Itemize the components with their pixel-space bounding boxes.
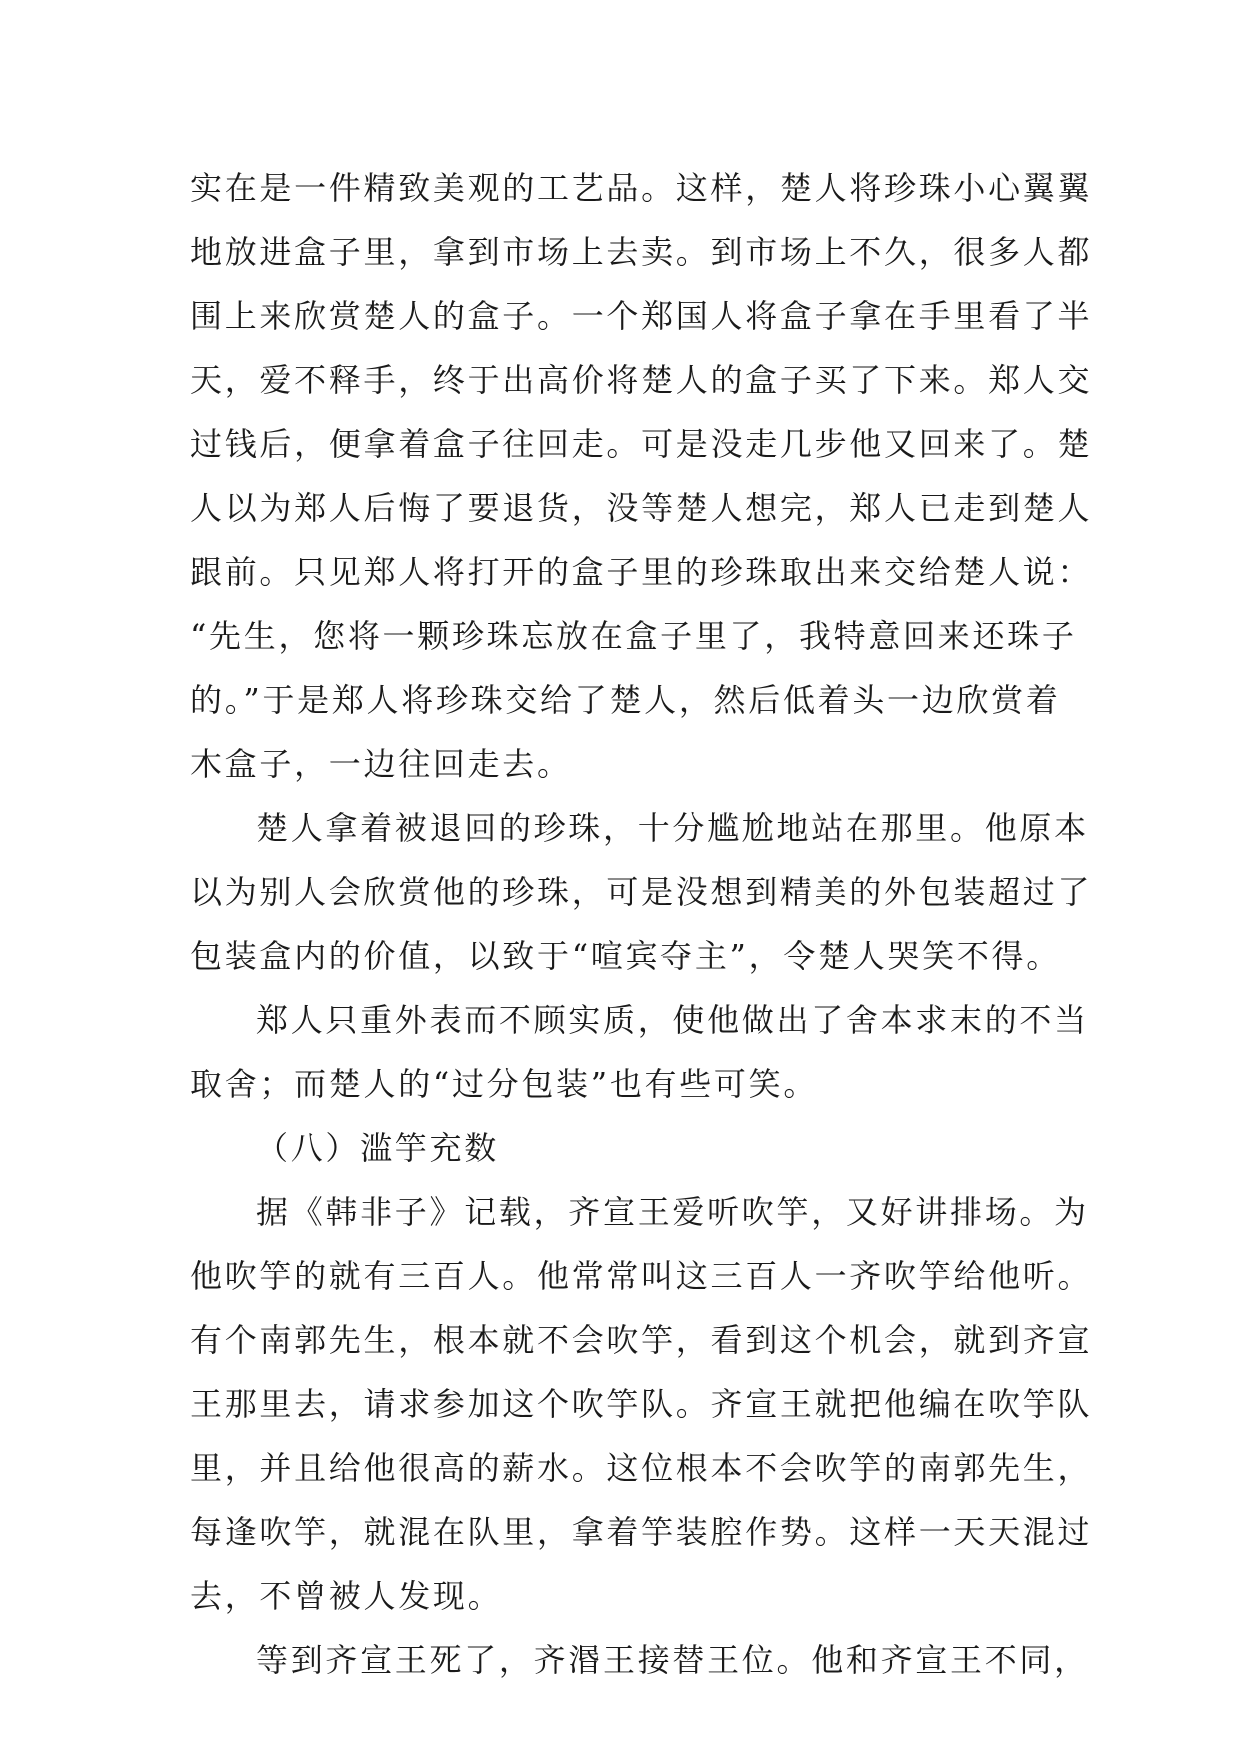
text-line: “先生，您将一颗珍珠忘放在盒子里了，我特意回来还珠子: [190, 617, 1077, 655]
paragraph-start-line: 楚人拿着被退回的珍珠，十分尴尬地站在那里。他原本: [256, 809, 1089, 847]
text-line: 围上来欣赏楚人的盒子。一个郑国人将盒子拿在手里看了半: [190, 297, 1093, 335]
text-line: 过钱后，便拿着盒子往回走。可是没走几步他又回来了。楚: [190, 425, 1093, 463]
text-line: 包装盒内的价值，以致于“喧宾夺主”，令楚人哭笑不得。: [190, 937, 1061, 975]
text-line: 木盒子，一边往回走去。: [190, 745, 572, 783]
text-line: 实在是一件精致美观的工艺品。这样，楚人将珍珠小心翼翼: [190, 169, 1093, 207]
text-line: 有个南郭先生，根本就不会吹竽，看到这个机会，就到齐宣: [190, 1321, 1093, 1359]
text-line: 里，并且给他很高的薪水。这位根本不会吹竽的南郭先生，: [190, 1449, 1093, 1487]
text-line: 人以为郑人后悔了要退货，没等楚人想完，郑人已走到楚人: [190, 489, 1093, 527]
body-text: [190, 156, 1093, 1692]
paragraph-start-line: 等到齐宣王死了，齐湣王接替王位。他和齐宣王不同，: [256, 1641, 1089, 1679]
text-line: 去，不曾被人发现。: [190, 1577, 503, 1615]
text-line: 每逢吹竽，就混在队里，拿着竽装腔作势。这样一天天混过: [190, 1513, 1093, 1551]
text-line: 取舍；而楚人的“过分包装”也有些可笑。: [190, 1065, 819, 1103]
text-line: 以为别人会欣赏他的珍珠，可是没想到精美的外包装超过了: [190, 873, 1093, 911]
text-line: 王那里去，请求参加这个吹竽队。齐宣王就把他编在吹竽队: [190, 1385, 1093, 1423]
text-line: 跟前。只见郑人将打开的盒子里的珍珠取出来交给楚人说：: [190, 553, 1093, 591]
paragraph-start-line: 郑人只重外表而不顾实质，使他做出了舍本求末的不当: [256, 1001, 1089, 1039]
text-line: 天，爱不释手，终于出高价将楚人的盒子买了下来。郑人交: [190, 361, 1093, 399]
text-line: 的。”于是郑人将珍珠交给了楚人，然后低着头一边欣赏着: [190, 681, 1061, 719]
text-line: 地放进盒子里，拿到市场上去卖。到市场上不久，很多人都: [190, 233, 1093, 271]
text-line: 他吹竽的就有三百人。他常常叫这三百人一齐吹竽给他听。: [190, 1257, 1093, 1295]
paragraph-start-line: 据《韩非子》记载，齐宣王爱听吹竽，又好讲排场。为: [256, 1193, 1089, 1231]
section-heading: （八）滥竽充数: [256, 1129, 499, 1167]
